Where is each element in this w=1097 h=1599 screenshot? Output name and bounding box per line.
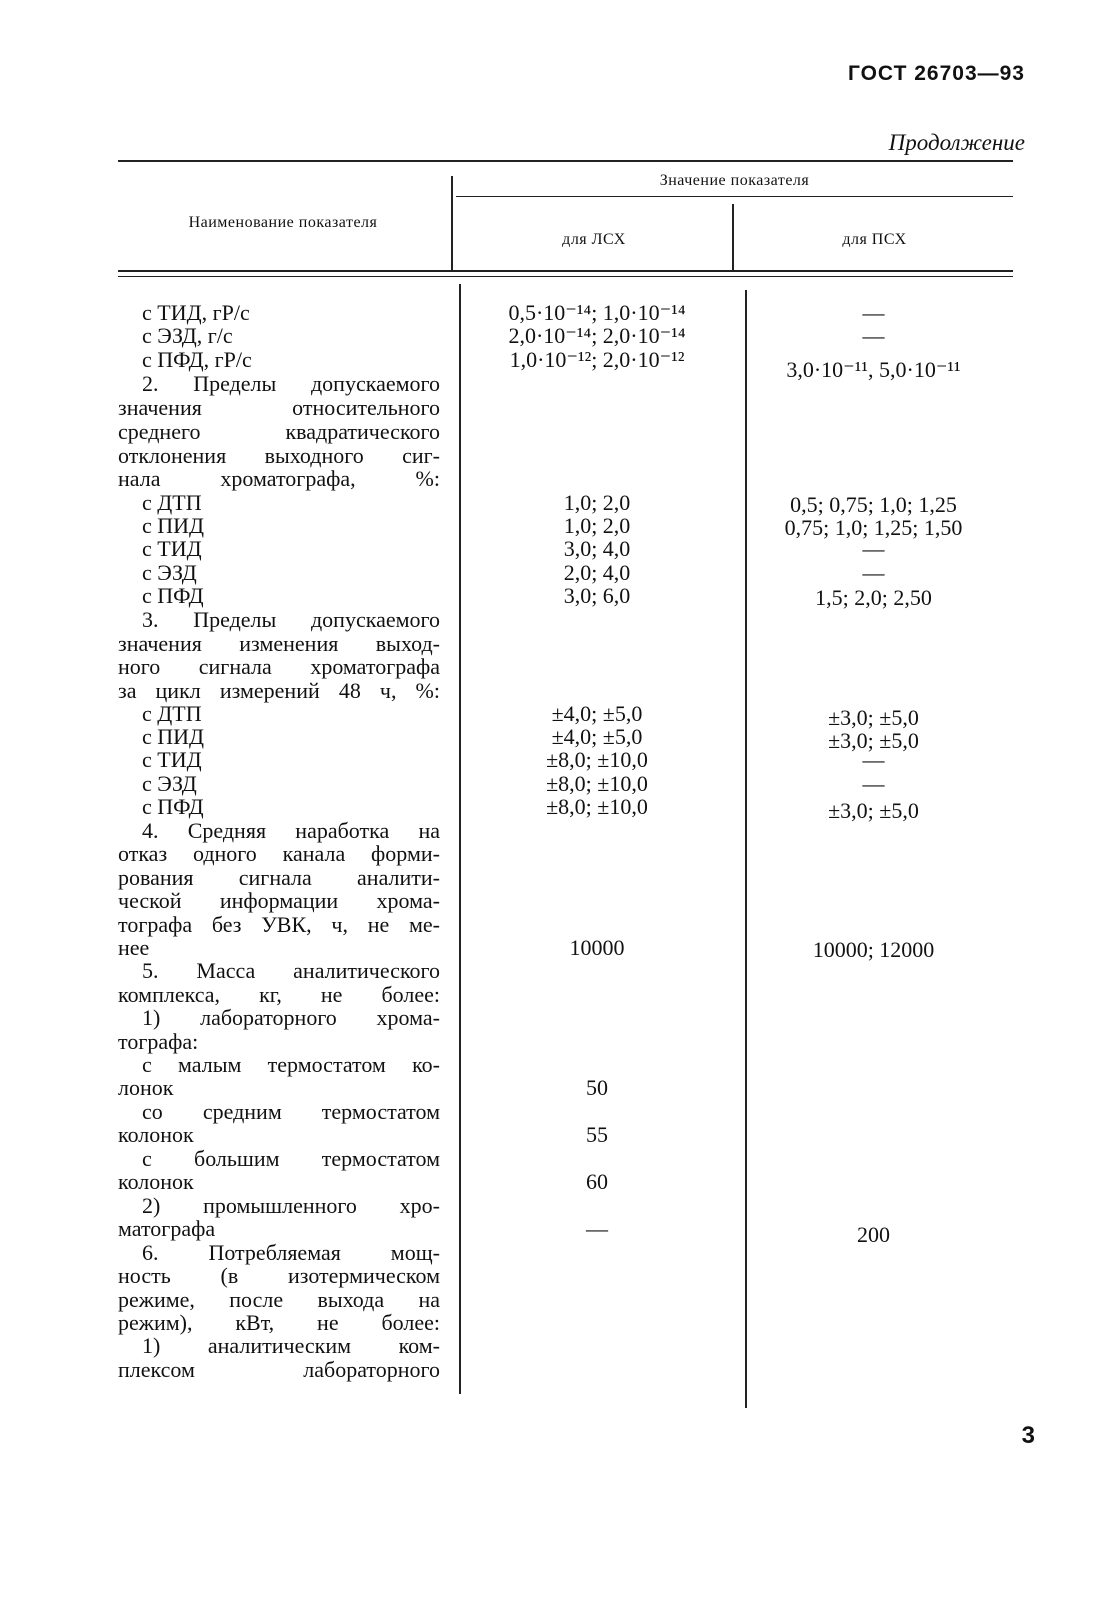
header-bottom-rule-2: [118, 276, 1013, 277]
value-psx: —: [862, 300, 885, 325]
value-psx: 10000; 12000: [812, 937, 935, 962]
indicator-name: отказ одного канала форми-: [118, 841, 440, 866]
value-lsx: 2,0; 4,0: [563, 560, 631, 585]
indicator-name: значения изменения выход-: [118, 631, 440, 656]
indicator-name: 2. Пределы допускаемого: [142, 371, 440, 396]
value-lsx: 3,0; 4,0: [563, 536, 631, 561]
indicator-name: с ТИД: [142, 536, 202, 561]
page-number: 3: [1021, 1422, 1035, 1449]
value-psx: ±3,0; ±5,0: [828, 728, 919, 753]
indicator-name: с ЭЗД: [142, 771, 197, 796]
indicator-name: 6. Потребляемая мощ-: [142, 1240, 440, 1265]
value-lsx: 1,0; 2,0: [563, 490, 631, 515]
indicator-name: 2) промышленного хро-: [142, 1193, 440, 1218]
indicator-name: с ПФД, гР/с: [142, 347, 252, 372]
column-divider-1-body: [459, 284, 461, 1394]
column-divider-1: [451, 176, 453, 272]
indicator-name: комплекса, кг, не более:: [118, 982, 440, 1007]
value-lsx: 55: [586, 1122, 608, 1147]
indicator-name: режим), кВт, не более:: [118, 1310, 440, 1335]
header-bottom-rule: [118, 270, 1013, 272]
value-lsx: 2,0·10⁻¹⁴; 2,0·10⁻¹⁴: [508, 323, 686, 348]
value-lsx: 1,0; 2,0: [563, 513, 631, 538]
value-psx: 0,75; 1,0; 1,25; 1,50: [784, 515, 963, 540]
document-code: ГОСТ 26703—93: [847, 62, 1025, 85]
indicator-name: с большим термостатом: [142, 1146, 440, 1171]
continuation-label: Продолжение: [888, 130, 1025, 155]
column-header-lsx: для ЛСХ: [562, 231, 626, 248]
value-lsx: 10000: [569, 935, 625, 960]
indicator-name: лонок: [118, 1075, 174, 1100]
value-psx: 3,0·10⁻¹¹, 5,0·10⁻¹¹: [786, 357, 961, 382]
indicator-name: с ДТП: [142, 490, 202, 515]
value-lsx: ±8,0; ±10,0: [546, 771, 648, 796]
indicator-name: с ПИД: [142, 513, 205, 538]
value-lsx: ±4,0; ±5,0: [551, 724, 643, 749]
value-psx: ±3,0; ±5,0: [828, 705, 919, 730]
indicator-name: матографа: [118, 1216, 216, 1241]
column-header-psx: для ПСХ: [842, 231, 907, 248]
indicator-name: 4. Средняя наработка на: [142, 818, 440, 843]
indicator-name: 3. Пределы допускаемого: [142, 607, 440, 632]
indicator-name: тографа без УВК, ч, не ме-: [118, 912, 440, 937]
indicator-name: нее: [118, 935, 150, 960]
value-psx: 0,5; 0,75; 1,0; 1,25: [790, 492, 957, 517]
indicator-name: рования сигнала аналити-: [118, 865, 440, 890]
indicator-name: с ТИД: [142, 747, 202, 772]
indicator-name: 1) лабораторного хрома-: [142, 1005, 440, 1030]
indicator-name: отклонения выходного сиг-: [118, 443, 440, 468]
indicator-name: со средним термостатом: [142, 1099, 440, 1124]
value-psx: ±3,0; ±5,0: [828, 798, 919, 823]
value-lsx: 50: [586, 1075, 608, 1100]
value-lsx: 60: [586, 1169, 608, 1194]
value-psx: —: [862, 323, 885, 348]
value-psx: 200: [857, 1222, 890, 1247]
indicator-name: с малым термостатом ко-: [142, 1052, 440, 1077]
value-psx: —: [862, 536, 885, 561]
indicator-name: с ПИД: [142, 724, 205, 749]
table-top-rule: [118, 160, 1013, 162]
indicator-name: ность (в изотермическом: [118, 1263, 440, 1288]
indicator-name: значения относительного: [118, 395, 440, 420]
indicator-name: среднего квадратического: [118, 419, 440, 444]
value-lsx: ±8,0; ±10,0: [546, 794, 648, 819]
value-psx: —: [862, 560, 885, 585]
value-lsx: —: [586, 1216, 608, 1241]
value-psx: 1,5; 2,0; 2,50: [815, 585, 932, 610]
column-divider-2: [732, 204, 734, 272]
value-lsx: 1,0·10⁻¹²; 2,0·10⁻¹²: [509, 347, 685, 372]
indicator-name: нала хроматографа, %:: [118, 466, 440, 491]
indicator-name: с ТИД, гР/с: [142, 300, 250, 325]
indicator-name: с ЭЗД: [142, 560, 197, 585]
indicator-name: режиме, после выхода на: [118, 1287, 440, 1312]
indicator-name: плексом лабораторного: [118, 1357, 440, 1382]
indicator-name: ного сигнала хроматографа: [118, 654, 440, 679]
indicator-name: 1) аналитическим ком-: [142, 1333, 440, 1358]
indicator-name: с ДТП: [142, 701, 202, 726]
indicator-name: с ПФД: [142, 794, 204, 819]
indicator-name: ческой информации хрома-: [118, 888, 440, 913]
value-psx: —: [862, 747, 885, 772]
value-lsx: ±4,0; ±5,0: [551, 701, 643, 726]
column-header-group: Значение показателя: [659, 172, 810, 189]
value-lsx: 0,5·10⁻¹⁴; 1,0·10⁻¹⁴: [508, 300, 686, 325]
value-lsx: 3,0; 6,0: [563, 583, 631, 608]
indicator-name: за цикл измерений 48 ч, %:: [118, 678, 440, 703]
indicator-name: 5. Масса аналитического: [142, 958, 440, 983]
column-header-name: Наименование показателя: [188, 214, 378, 231]
value-lsx: ±8,0; ±10,0: [546, 747, 648, 772]
indicator-name: с ЭЗД, г/с: [142, 323, 233, 348]
indicator-name: тографа:: [118, 1029, 199, 1054]
header-group-rule: [456, 196, 1013, 197]
indicator-name: колонок: [118, 1169, 194, 1194]
indicator-name: колонок: [118, 1122, 194, 1147]
indicator-name: с ПФД: [142, 583, 204, 608]
value-psx: —: [862, 771, 885, 796]
